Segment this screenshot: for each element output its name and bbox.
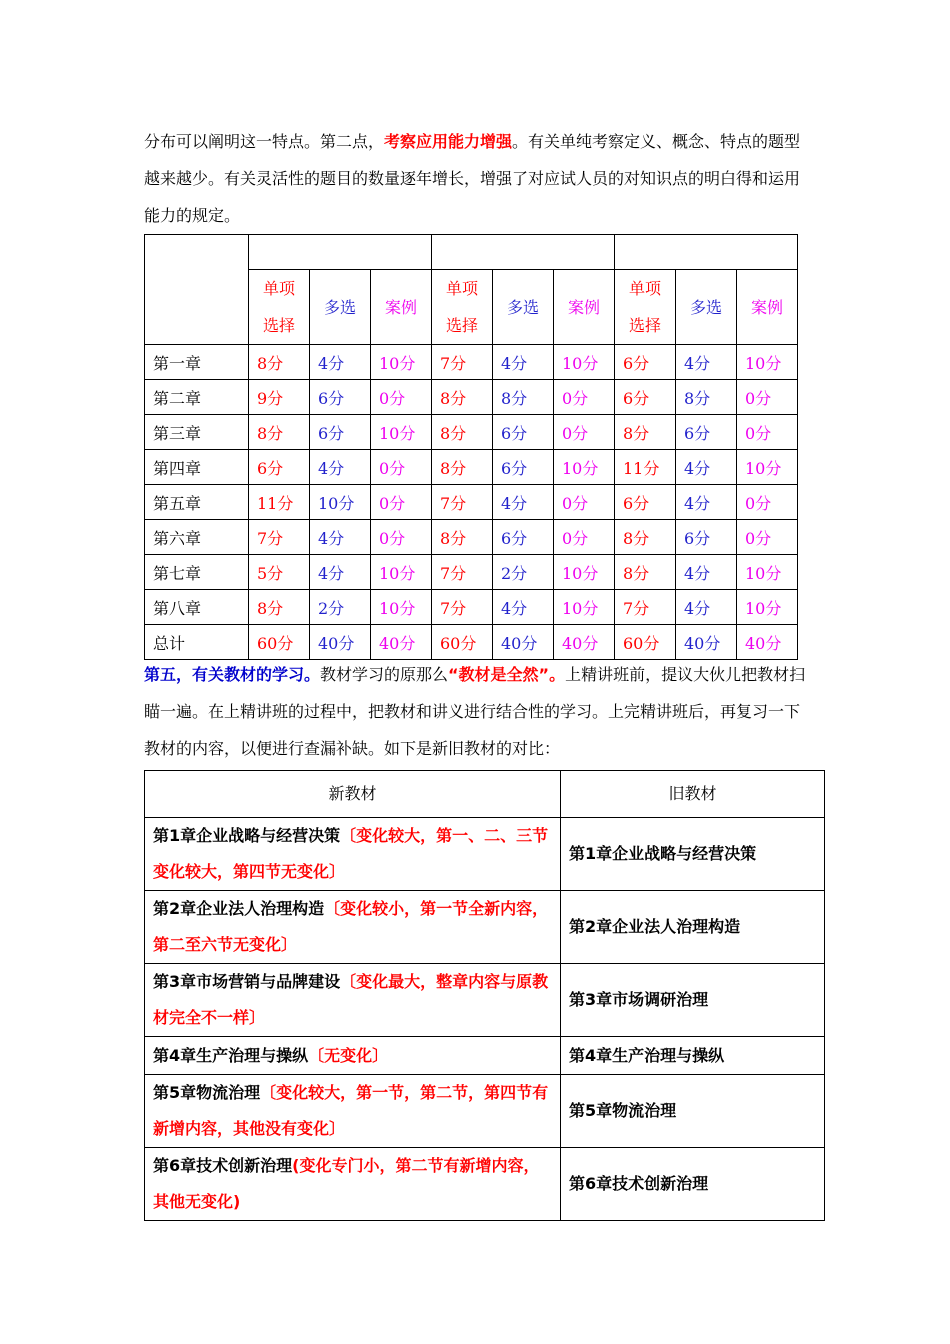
- score-table-row: [145, 450, 798, 485]
- score-cell: 4分: [310, 555, 371, 590]
- score-table-group-header: [249, 235, 432, 270]
- score-table-row: [145, 345, 798, 380]
- score-cell: 8分: [676, 380, 737, 415]
- score-cell: 8分: [432, 380, 493, 415]
- new-textbook-cell: [145, 964, 561, 1037]
- score-table-row: [145, 380, 798, 415]
- old-chapter-title: 第2章企业法人治理构造: [561, 891, 825, 964]
- section5-text-1: 教材学习的原那么: [320, 665, 449, 684]
- score-cell: 0分: [371, 450, 432, 485]
- new-chapter-title: 第2章企业法人治理构造: [153, 899, 325, 918]
- score-table-subheader: 案例: [371, 270, 432, 345]
- score-table-group-row: [145, 235, 798, 270]
- score-cell: 40分: [310, 625, 371, 660]
- score-cell: 6分: [493, 520, 554, 555]
- score-cell: 4分: [493, 345, 554, 380]
- score-cell: 2分: [310, 590, 371, 625]
- score-cell: 8分: [615, 555, 676, 590]
- score-cell: 4分: [310, 345, 371, 380]
- score-cell: 6分: [310, 380, 371, 415]
- change-note: 〔变化较大，第一、二、三节变化较大，第四节无变化〕: [153, 826, 549, 881]
- compare-table-header-row: [145, 771, 825, 818]
- compare-table-row: [145, 891, 825, 964]
- new-textbook-cell: [145, 818, 561, 891]
- score-table-subheader: 多选: [310, 270, 371, 345]
- score-cell: 7分: [432, 485, 493, 520]
- score-cell: 9分: [249, 380, 310, 415]
- score-cell: 10分: [737, 590, 798, 625]
- score-cell: 0分: [554, 485, 615, 520]
- row-label: 第二章: [145, 380, 249, 415]
- section5-paragraph: [144, 656, 814, 767]
- score-cell: 11分: [249, 485, 310, 520]
- score-cell: 10分: [310, 485, 371, 520]
- score-table-subheader: 单项 选择: [249, 270, 310, 345]
- intro-highlight: 考察应用能力增强: [384, 132, 513, 151]
- new-textbook-cell: [145, 1037, 561, 1075]
- score-cell: 8分: [615, 415, 676, 450]
- score-cell: 6分: [493, 450, 554, 485]
- score-cell: 0分: [371, 380, 432, 415]
- intro-text-1: 分布可以阐明这一特点。第二点，: [144, 132, 385, 151]
- compare-table-row: [145, 1148, 825, 1221]
- change-note: 〔无变化〕: [308, 1045, 389, 1065]
- new-chapter-title: 第3章市场营销与品牌建设: [153, 972, 341, 991]
- score-cell: 8分: [432, 520, 493, 555]
- compare-table: [144, 770, 825, 1221]
- score-cell: 40分: [554, 625, 615, 660]
- score-cell: 60分: [249, 625, 310, 660]
- score-cell: 4分: [676, 590, 737, 625]
- score-cell: 0分: [371, 520, 432, 555]
- score-cell: 7分: [432, 345, 493, 380]
- score-cell: 40分: [737, 625, 798, 660]
- compare-table-row: [145, 818, 825, 891]
- score-cell: 0分: [737, 485, 798, 520]
- score-cell: 10分: [737, 555, 798, 590]
- score-cell: 10分: [737, 450, 798, 485]
- score-cell: 0分: [554, 415, 615, 450]
- score-cell: 6分: [249, 450, 310, 485]
- score-cell: 7分: [249, 520, 310, 555]
- row-label: 第三章: [145, 415, 249, 450]
- score-cell: 10分: [554, 450, 615, 485]
- score-table: [144, 234, 798, 660]
- row-label: 第八章: [145, 590, 249, 625]
- score-cell: 0分: [554, 520, 615, 555]
- row-label: 第五章: [145, 485, 249, 520]
- score-cell: 4分: [676, 555, 737, 590]
- score-cell: 4分: [676, 450, 737, 485]
- score-cell: 0分: [554, 380, 615, 415]
- score-table-row: [145, 590, 798, 625]
- old-chapter-title: 第1章企业战略与经营决策: [561, 818, 825, 891]
- score-cell: 10分: [554, 555, 615, 590]
- score-cell: 4分: [676, 485, 737, 520]
- intro-paragraph: [144, 123, 814, 234]
- new-textbook-cell: [145, 1075, 561, 1148]
- score-cell: 2分: [493, 555, 554, 590]
- score-table-row: [145, 485, 798, 520]
- score-cell: 8分: [249, 590, 310, 625]
- new-textbook-cell: [145, 891, 561, 964]
- score-cell: 8分: [432, 450, 493, 485]
- score-cell: 40分: [371, 625, 432, 660]
- score-cell: 8分: [249, 415, 310, 450]
- intro-text-2: 。有关单纯考察定义、概念、特点的题型越来越少。有关灵活性的题目的数量逐年增长，增强了对应试人员的对知识点的明白得和运用能力的规定。: [144, 132, 801, 225]
- score-cell: 5分: [249, 555, 310, 590]
- compare-table-row: [145, 964, 825, 1037]
- old-chapter-title: 第4章生产治理与操纵: [561, 1037, 825, 1075]
- score-cell: 6分: [493, 415, 554, 450]
- change-note: 〔变化较小，第一节全新内容，第二至六节无变化〕: [153, 899, 549, 954]
- score-cell: 6分: [310, 415, 371, 450]
- header-new-textbook: 新教材: [145, 771, 561, 818]
- score-table-corner: [145, 235, 249, 345]
- score-table-row: [145, 520, 798, 555]
- compare-table-row: [145, 1037, 825, 1075]
- score-cell: 6分: [615, 485, 676, 520]
- compare-table-row: [145, 1075, 825, 1148]
- score-table-group-header: [432, 235, 615, 270]
- score-table-subheader: 案例: [554, 270, 615, 345]
- score-cell: 4分: [310, 450, 371, 485]
- score-cell: 4分: [493, 590, 554, 625]
- score-table-row: [145, 625, 798, 660]
- score-cell: 0分: [737, 520, 798, 555]
- score-cell: 10分: [371, 590, 432, 625]
- new-textbook-cell: [145, 1148, 561, 1221]
- section5-quote: “教材是全然”。: [448, 665, 566, 684]
- score-table-subheader: 单项 选择: [432, 270, 493, 345]
- score-table-subheader: 多选: [493, 270, 554, 345]
- score-cell: 0分: [737, 380, 798, 415]
- score-cell: 10分: [371, 345, 432, 380]
- score-cell: 10分: [737, 345, 798, 380]
- change-note: 〔变化最大，整章内容与原教材完全不一样〕: [153, 972, 549, 1027]
- new-chapter-title: 第4章生产治理与操纵: [153, 1045, 309, 1065]
- old-chapter-title: 第3章市场调研治理: [561, 964, 825, 1037]
- score-cell: 4分: [676, 345, 737, 380]
- row-label: 第一章: [145, 345, 249, 380]
- old-chapter-title: 第6章技术创新治理: [561, 1148, 825, 1221]
- score-cell: 8分: [249, 345, 310, 380]
- score-cell: 10分: [554, 345, 615, 380]
- new-chapter-title: 第5章物流治理: [153, 1083, 261, 1102]
- score-cell: 60分: [432, 625, 493, 660]
- score-cell: 11分: [615, 450, 676, 485]
- score-cell: 40分: [676, 625, 737, 660]
- score-cell: 10分: [554, 590, 615, 625]
- score-cell: 0分: [371, 485, 432, 520]
- score-cell: 60分: [615, 625, 676, 660]
- row-label: 第六章: [145, 520, 249, 555]
- header-old-textbook: 旧教材: [561, 771, 825, 818]
- score-cell: 10分: [371, 555, 432, 590]
- section5-heading: 第五，有关教材的学习。: [144, 665, 321, 684]
- score-table-subheader: 多选: [676, 270, 737, 345]
- score-cell: 6分: [615, 345, 676, 380]
- score-cell: 7分: [615, 590, 676, 625]
- score-cell: 8分: [432, 415, 493, 450]
- score-cell: 6分: [676, 415, 737, 450]
- score-cell: 0分: [737, 415, 798, 450]
- score-table-subheader: 案例: [737, 270, 798, 345]
- change-note: 〔变化较大，第一节，第二节，第四节有新增内容，其他没有变化〕: [153, 1083, 549, 1138]
- score-cell: 4分: [493, 485, 554, 520]
- section5-text-2: 上精讲班前，提议大伙儿把教材扫瞄一遍。在上精讲班的过程中，把教材和讲义进行结合性的学习。上完精讲班后，再复习一下教材的内容，以便进行查漏补缺。如下是新旧教材的对比：: [144, 665, 806, 758]
- score-cell: 8分: [493, 380, 554, 415]
- score-cell: 6分: [676, 520, 737, 555]
- old-chapter-title: 第5章物流治理: [561, 1075, 825, 1148]
- score-table-group-header: [615, 235, 798, 270]
- score-table-row: [145, 555, 798, 590]
- score-cell: 40分: [493, 625, 554, 660]
- row-label: 第四章: [145, 450, 249, 485]
- score-cell: 8分: [615, 520, 676, 555]
- score-cell: 6分: [615, 380, 676, 415]
- row-label: 总计: [145, 625, 249, 660]
- score-cell: 7分: [432, 590, 493, 625]
- score-table-subheader: 单项 选择: [615, 270, 676, 345]
- new-chapter-title: 第1章企业战略与经营决策: [153, 826, 341, 845]
- row-label: 第七章: [145, 555, 249, 590]
- new-chapter-title: 第6章技术创新治理: [153, 1156, 293, 1175]
- change-note: (变化专门小，第二节有新增内容，其他无变化): [153, 1156, 540, 1211]
- score-cell: 10分: [371, 415, 432, 450]
- score-cell: 7分: [432, 555, 493, 590]
- score-cell: 4分: [310, 520, 371, 555]
- score-table-row: [145, 415, 798, 450]
